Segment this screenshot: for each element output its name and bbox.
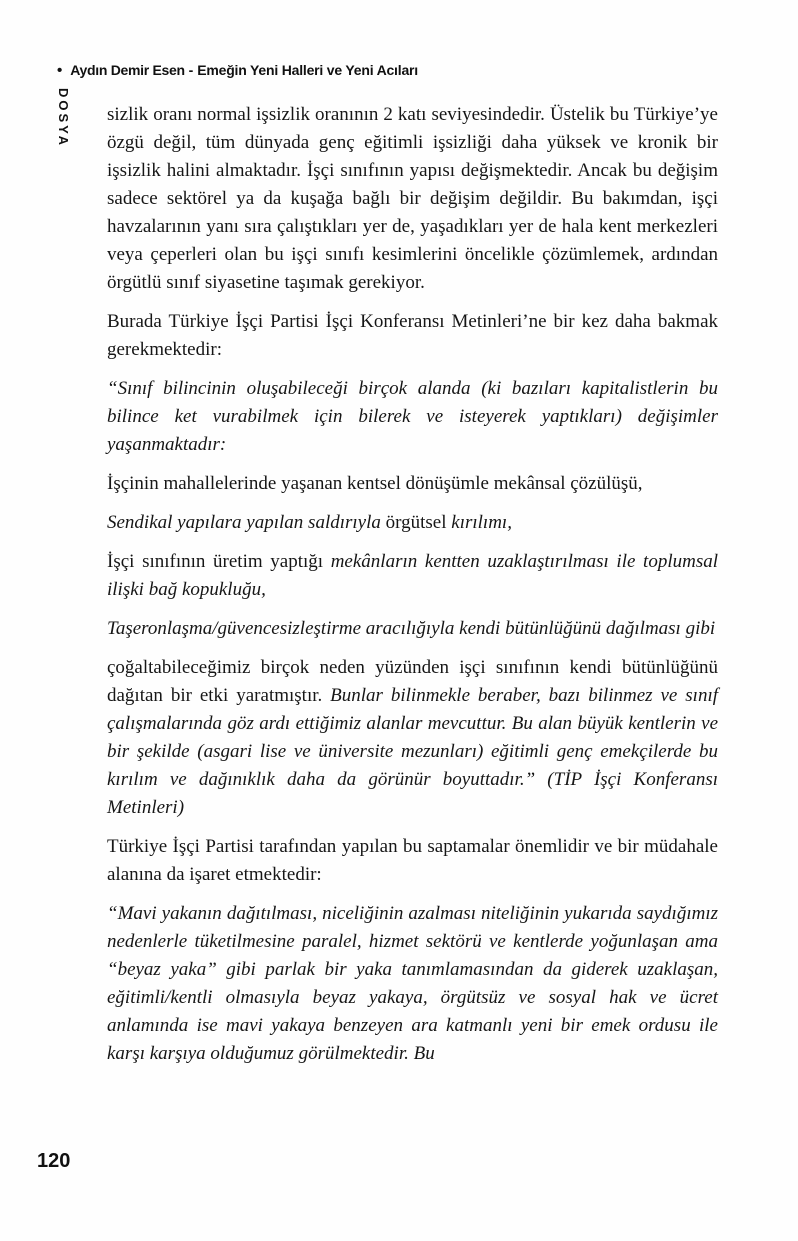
text-segment: Taşeronlaşma/güvencesizleştirme aracılığıyla kendi bütünlüğünü dağılması gibi (107, 618, 716, 639)
text-segment: Burada Türkiye İşçi Partisi İşçi Konferansı Metinleri’ne bir kez daha bakmak gerekmektedir: (107, 311, 718, 360)
page-number: 120 (37, 1150, 71, 1172)
paragraph (107, 509, 718, 537)
page-header (57, 62, 418, 79)
bullet-icon: • (57, 62, 63, 79)
text-segment: mekânların kentten uzaklaştırılması ile toplumsal ilişki bağ kopukluğu, (107, 551, 718, 600)
text-segment: İşçinin mahallelerinde yaşanan kentsel dönüşümle mekânsal çözülüşü, (107, 473, 643, 494)
text-segment: sizlik oranı normal işsizlik oranının 2 katı seviyesindedir. Üstelik bu Türkiye’ye özgü değil, tüm dünyada genç eğitimli işsizliği daha yüksek ve kronik bir işsizlik halini almaktadır. İşçi sınıfının yapısı değişmektedir. Ancak bu değişim sadece sektörel ya da kuşağa bağlı bir değişim değildir. Bu bakımdan, işçi havzalarının yanı sıra çalıştıkları yer de, yaşadıkları yer de hala kent merkezleri veya çeperleri olan bu işçi sınıfı kesimlerini öncelikle çözümlemek, ardından örgütlü sınıf siyasetine taşımak gerekiyor. (107, 104, 718, 293)
text-segment: “Sınıf bilincinin oluşabileceği birçok alanda (ki bazıları kapitalistlerin bu bilince ket vurabilmek için bilerek ve isteyerek yaptıkları) değişimler yaşanmaktadır: (107, 378, 718, 455)
header-title: Emeğin Yeni Halleri ve Yeni Acıları (197, 62, 418, 78)
paragraph (107, 900, 718, 1068)
paragraph (107, 308, 718, 364)
text-segment: çoğaltabileceğimiz birçok neden yüzünden işçi sınıfının kendi bütünlüğünü dağıtan bir etki yaratmıştır. (107, 657, 718, 706)
paragraph (107, 375, 718, 459)
text-segment: örgütsel (385, 512, 452, 533)
section-label-dosya: DOSYA (56, 88, 71, 149)
paragraph (107, 548, 718, 604)
paragraph (107, 101, 718, 297)
text-segment: Bunlar bilinmekle beraber, bazı bilinmez ve sınıf çalışmalarında göz ardı ettiğimiz alanlar mevcuttur. Bu alan büyük kentlerin ve bir şekilde (asgari lise ve üniversite mezunları) eğitimli genç emekçilerde bu kırılım ve dağınıklık daha da görünür boyuttadır.” (TİP İşçi Konferansı Metinleri) (107, 685, 718, 818)
paragraph (107, 654, 718, 822)
header-separator: - (184, 62, 198, 78)
paragraph (107, 615, 718, 643)
text-segment: İşçi sınıfının üretim yaptığı (107, 551, 331, 572)
paragraph (107, 470, 718, 498)
text-segment: kırılımı, (451, 512, 512, 533)
text-segment: Sendikal yapılara yapılan saldırıyla (107, 512, 386, 533)
text-segment: “Mavi yakanın dağıtılması, niceliğinin azalması niteliğinin yukarıda saydığımız nedenlerle tüketilmesine paralel, hizmet sektörü ve kentlerde yoğunlaşan ama “beyaz yaka” gibi parlak bir yaka tanımlamasından da giderek uzaklaşan, eğitimli/kentli olmasıyla beyaz yakaya, örgütsüz ve sosyal hak ve ücret anlamında ise mavi yakaya benzeyen ara katmanlı yeni bir emek ordusu ile karşı karşıya olduğumuz görülmektedir. Bu (107, 903, 718, 1064)
text-segment: Türkiye İşçi Partisi tarafından yapılan bu saptamalar önemlidir ve bir müdahale alanına da işaret etmektedir: (107, 836, 718, 885)
header-author: Aydın Demir Esen (70, 62, 185, 78)
body-text (107, 101, 718, 1079)
paragraph (107, 833, 718, 889)
